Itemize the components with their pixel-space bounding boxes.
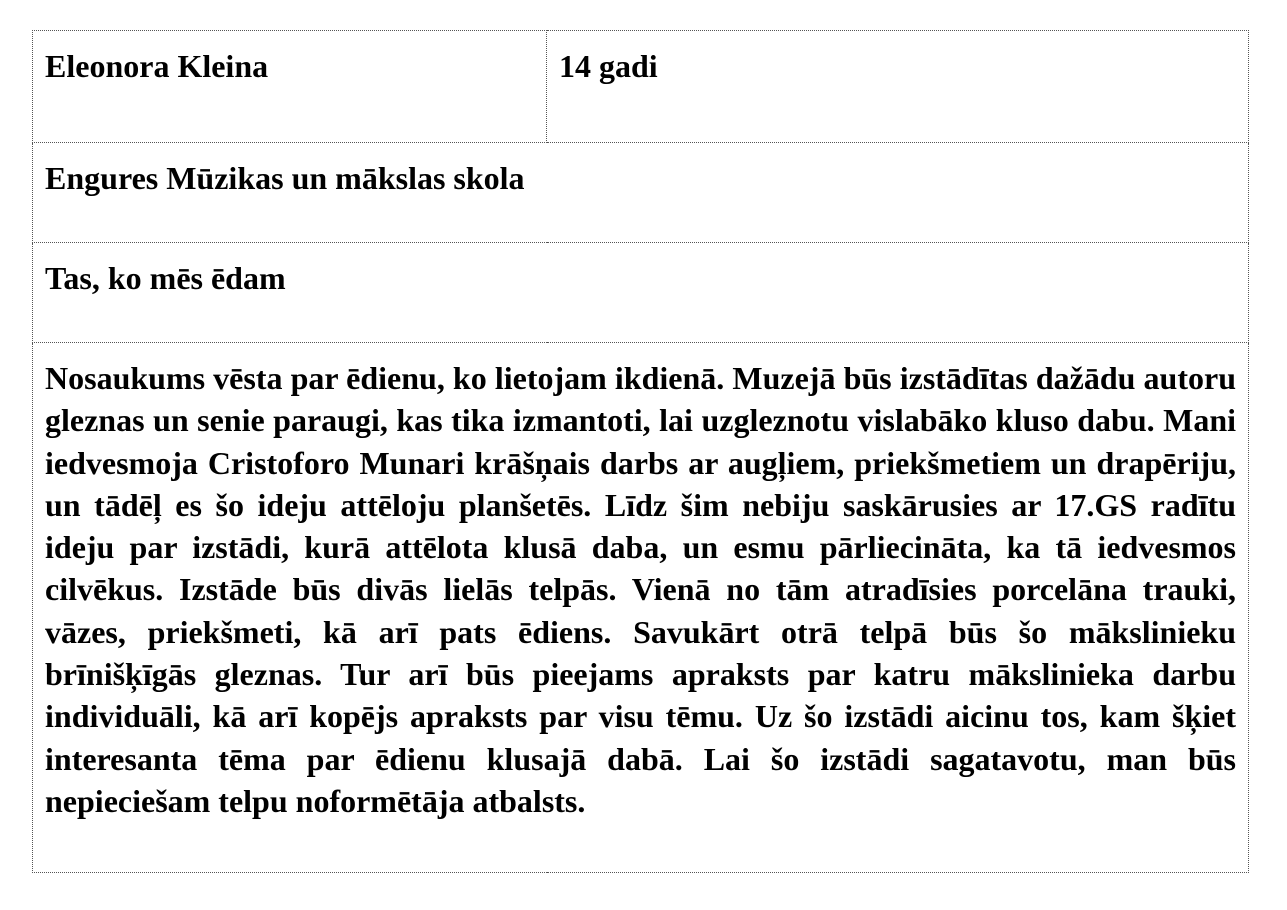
title-row <box>33 243 1249 343</box>
description-row <box>33 343 1249 873</box>
age-cell: 14 gadi <box>547 31 1249 143</box>
description-cell: Nosaukums vēsta par ēdienu, ko lietojam ikdienā. Muzejā būs izstādītas dažādu autoru gleznas un senie paraugi, kas tika izmantoti, lai uzgleznotu vislabāko kluso dabu. Mani iedvesmoja Cristoforo Munari krāšņais darbs ar augļiem, priekšmetiem un drapēriju, un tādēļ es šo ideju attēloju planšetēs. Līdz šim nebiju saskārusies ar 17.GS radītu ideju par izstādi, kurā attēlota klusā daba, un esmu pārliecināta, ka tā iedvesmos cilvēkus. Izstāde būs divās lielās telpās. Vienā no tām atradīsies porcelāna trauki, vāzes, priekšmeti, kā arī pats ēdiens. Savukārt otrā telpā būs šo mākslinieku brīnišķīgās gleznas. Tur arī būs pieejams apraksts par katru mākslinieka darbu individuāli, kā arī kopējs apraksts par visu tēmu. Uz šo izstādi aicinu tos, kam šķiet interesanta tēma par ēdienu klusajā dabā. Lai šo izstādi sagatavotu, man būs nepieciešam telpu noformētāja atbalsts. <box>33 343 1249 873</box>
name-row <box>33 31 1249 143</box>
work-title-cell: Tas, ko mēs ēdam <box>33 243 1249 343</box>
author-name-cell: Eleonora Kleina <box>33 31 547 143</box>
info-table <box>32 30 1249 873</box>
school-row <box>33 143 1249 243</box>
school-cell: Engures Mūzikas un mākslas skola <box>33 143 1249 243</box>
